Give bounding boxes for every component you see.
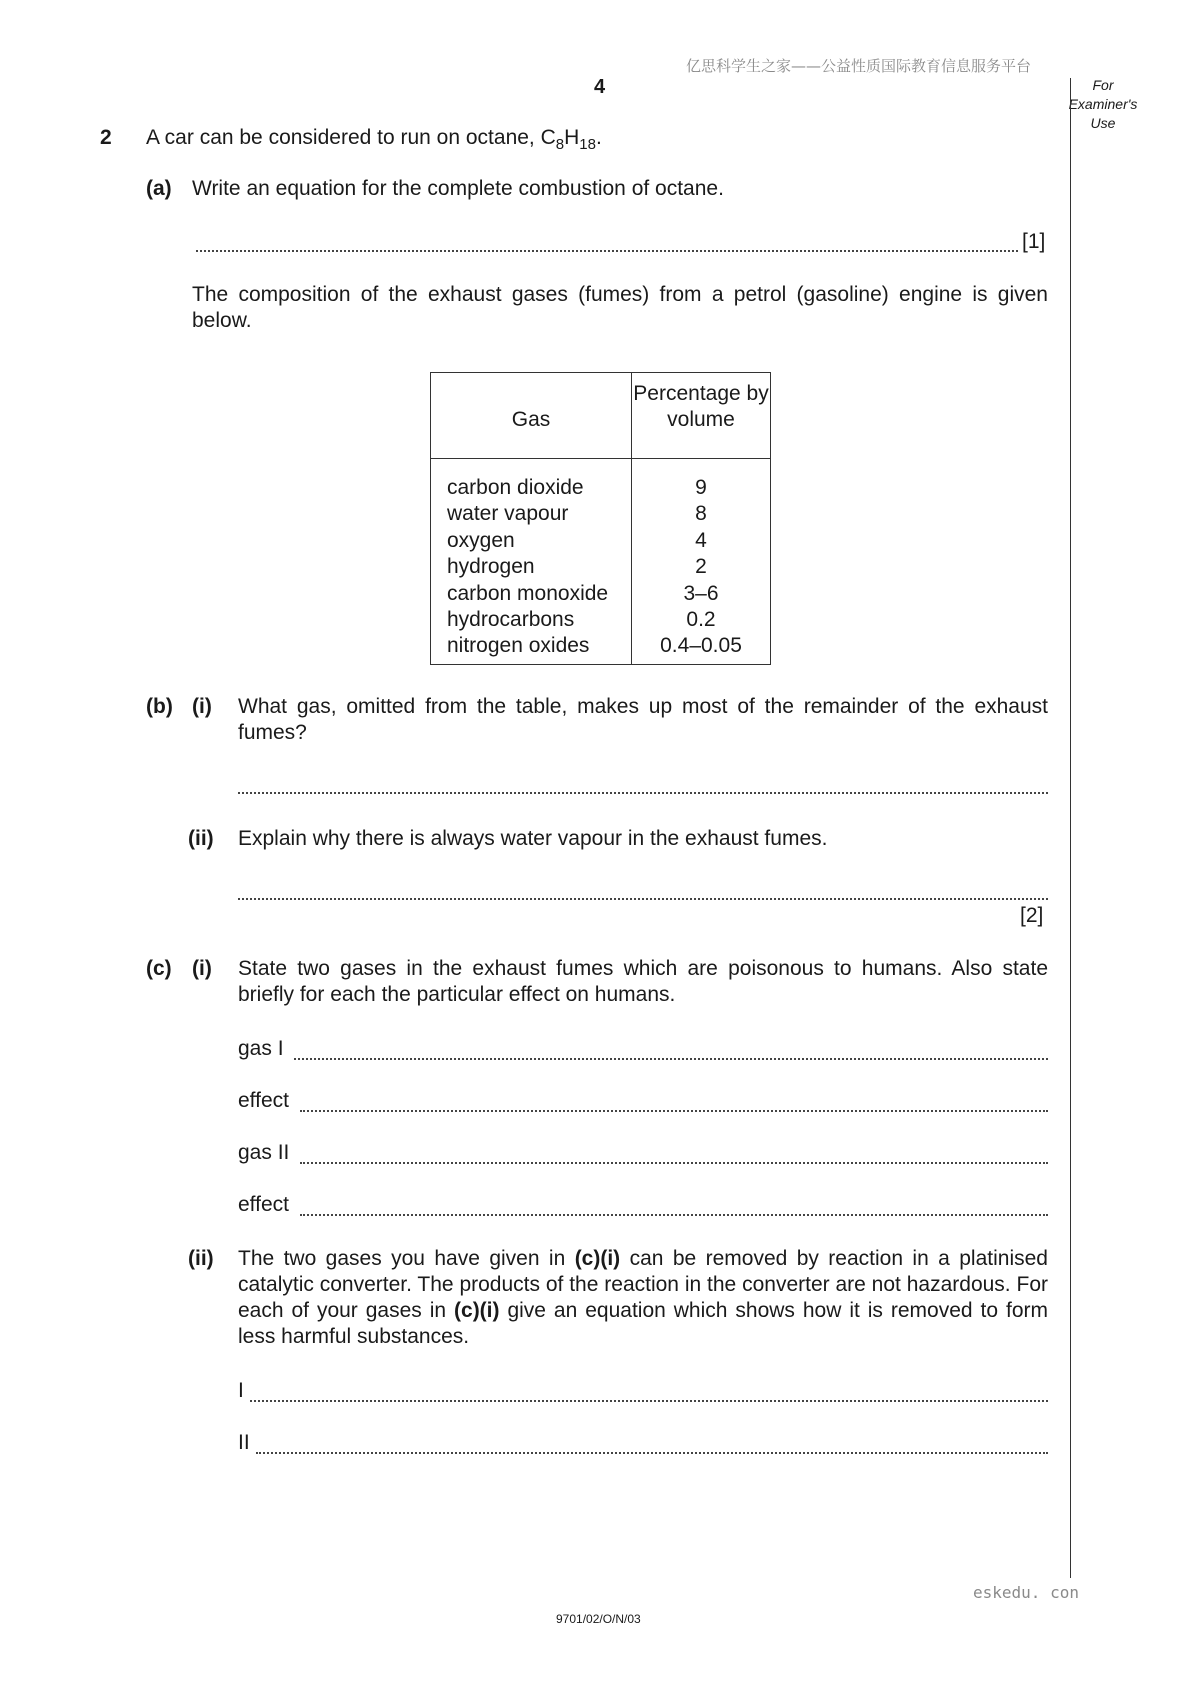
- question-number: 2: [100, 126, 112, 149]
- part-c-label: (c): [146, 957, 172, 980]
- effect-1-label: effect: [238, 1089, 289, 1112]
- gas-2-label: gas II: [238, 1141, 290, 1164]
- table-cell-gas: carbon monoxide: [447, 581, 609, 605]
- equation-1-answer-line[interactable]: [250, 1382, 1048, 1402]
- table-cell-gas: water vapour: [447, 502, 569, 526]
- part-a-marks: [1]: [1022, 230, 1046, 253]
- gas-2-answer-line[interactable]: [300, 1144, 1048, 1164]
- effect-2-answer-line[interactable]: [300, 1196, 1048, 1216]
- watermark-bottom: eskedu. con: [973, 1583, 1079, 1602]
- part-b-ii-answer-line[interactable]: [238, 880, 1048, 900]
- table-cell-gas: nitrogen oxides: [447, 634, 590, 658]
- table-header-gas: Gas: [431, 373, 632, 459]
- part-a-intro: The composition of the exhaust gases (fumes) from a petrol (gasoline) engine is given below.: [192, 283, 1048, 332]
- table-header-percentage: Percentage by volume: [632, 373, 771, 459]
- part-b-i-label: (i): [192, 695, 212, 718]
- table-percentage-column: [632, 459, 771, 665]
- examiner-use-note: For Examiner's Use: [1068, 77, 1138, 131]
- gas-1-label: gas I: [238, 1037, 284, 1060]
- question-stem: [146, 125, 602, 158]
- part-b-label: (b): [146, 695, 173, 718]
- part-c-ii-text-2: can be removed by reaction in a platinised catalytic converter. The products of the reaction in the converter are not hazardous. For each of your gases in: [238, 1247, 1048, 1322]
- paper-code: 9701/02/O/N/03: [556, 1612, 641, 1626]
- part-b-i-question: What gas, omitted from the table, makes up most of the remainder of the exhaust fumes?: [238, 695, 1048, 744]
- formula-h: H: [564, 126, 580, 149]
- table-cell-percentage: 9: [695, 476, 707, 499]
- part-b-ii-question: Explain why there is always water vapour in the exhaust fumes.: [238, 827, 828, 850]
- table-gas-column: [431, 459, 632, 665]
- part-c-ii-question: [238, 1246, 1048, 1350]
- equation-1-label: I: [238, 1379, 244, 1402]
- formula-subscript-18: 18: [579, 136, 596, 154]
- examiner-margin-line: [1070, 78, 1071, 1578]
- part-a-label: (a): [146, 177, 172, 200]
- table-cell-gas: hydrocarbons: [447, 608, 575, 632]
- part-c-ii-label: (ii): [188, 1247, 214, 1270]
- table-cell-gas: hydrogen: [447, 555, 535, 579]
- question-stem-text: A car can be considered to run on octane, C: [146, 126, 556, 149]
- formula-end: .: [595, 126, 602, 149]
- part-c-ii-text-1: The two gases you have given in: [238, 1247, 575, 1270]
- part-c-ii-text-3: give an equation which shows how it is removed to form less harmful substances.: [238, 1299, 1048, 1348]
- part-b-marks: [2]: [1020, 904, 1044, 927]
- exhaust-gas-table: [430, 372, 771, 665]
- table-cell-gas: oxygen: [447, 528, 515, 552]
- watermark-top: 亿思科学生之家——公益性质国际教育信息服务平台: [686, 57, 1032, 75]
- effect-2-label: effect: [238, 1193, 289, 1216]
- table-cell-percentage: 0.2: [686, 608, 716, 632]
- equation-2-label: II: [238, 1431, 250, 1454]
- table-cell-percentage: 2: [695, 555, 707, 579]
- effect-1-answer-line[interactable]: [300, 1092, 1048, 1112]
- part-a-answer-line[interactable]: [196, 232, 1018, 252]
- equation-2-answer-line[interactable]: [256, 1434, 1048, 1454]
- table-cell-percentage: 8: [695, 502, 707, 526]
- formula-subscript-8: 8: [555, 136, 565, 154]
- part-c-ii-ref-2: (c)(i): [454, 1299, 500, 1322]
- part-c-i-label: (i): [192, 957, 212, 980]
- table-cell-percentage: 0.4–0.05: [660, 634, 742, 658]
- table-cell-percentage: 3–6: [683, 581, 719, 605]
- page-number: 4: [594, 76, 606, 98]
- table-cell-gas: carbon dioxide: [447, 476, 584, 499]
- table-cell-percentage: 4: [695, 528, 707, 552]
- part-a-question: Write an equation for the complete combustion of octane.: [192, 177, 724, 200]
- part-c-i-question: State two gases in the exhaust fumes which are poisonous to humans. Also state briefly for each the particular effect on humans.: [238, 957, 1048, 1006]
- part-c-ii-ref-1: (c)(i): [574, 1247, 621, 1270]
- part-b-ii-label: (ii): [188, 827, 214, 850]
- part-b-i-answer-line[interactable]: [238, 774, 1048, 794]
- gas-1-answer-line[interactable]: [294, 1040, 1048, 1060]
